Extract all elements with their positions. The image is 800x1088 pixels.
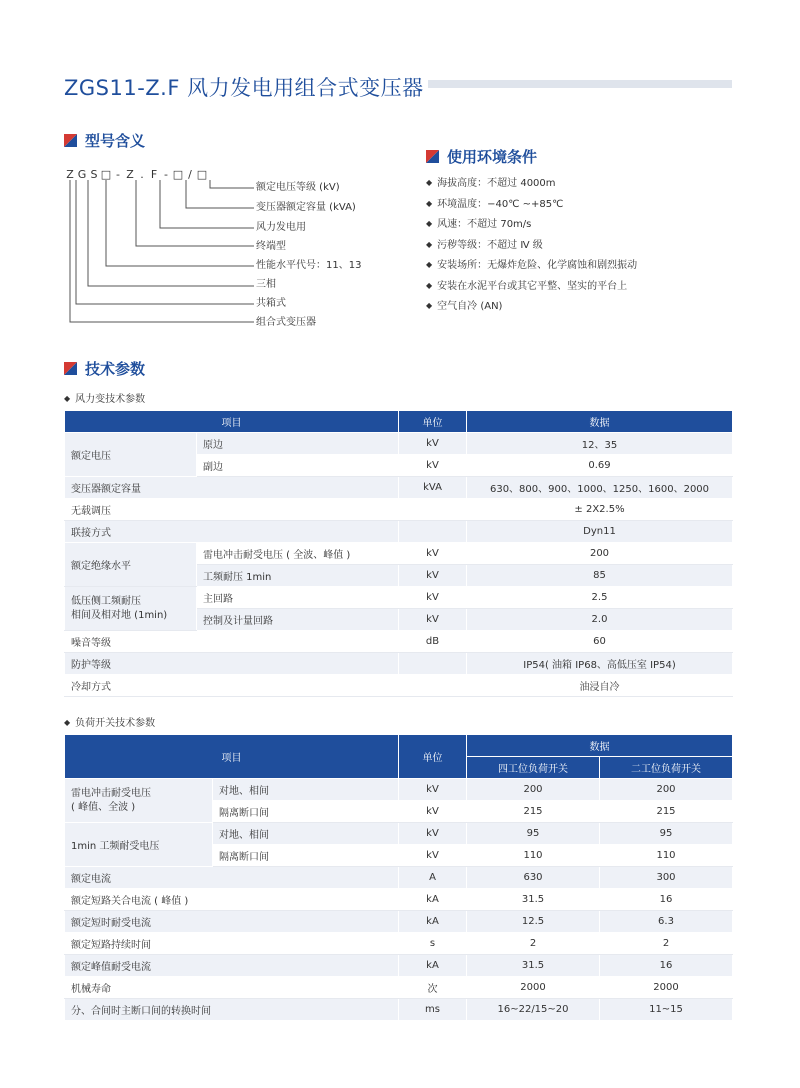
list-item: ◆ 空气自冷 (AN) [426, 301, 637, 322]
table1-subtitle: ◆ 风力变技术参数 [64, 390, 145, 405]
model-code: Z G S □ - Z . F - □ / □ [66, 168, 208, 181]
table-row: 工频耐压 1min kV 85 [65, 565, 733, 587]
table-row: 1min 工频耐受电压 对地、相间 kV 95 95 [65, 823, 733, 845]
section-marker-icon [64, 134, 77, 147]
list-item: ◆ 海拔高度：不超过 4000m [426, 178, 637, 199]
table-row: 无载调压 ± 2X2.5% [65, 499, 733, 521]
list-item: ◆ 污秽等级：不超过 Ⅳ 级 [426, 240, 637, 261]
table-row: 控制及计量回路 kV 2.0 [65, 609, 733, 631]
column-header: 单位 [399, 735, 467, 779]
column-header: 数据 [467, 411, 733, 433]
tech-section-heading: 技术参数 [64, 358, 145, 379]
model-label: 终端型 [256, 241, 286, 252]
list-item: ◆ 风速：不超过 70m/s [426, 219, 637, 240]
table-row: 额定电压 原边 kV 12、35 [65, 433, 733, 455]
env-section-heading: 使用环境条件 [426, 146, 537, 167]
table-row: 机械寿命 次 2000 2000 [65, 977, 733, 999]
list-item: ◆ 环境温度：−40℃ ~+85℃ [426, 199, 637, 220]
list-item: ◆ 安装在水泥平台或其它平整、坚实的平台上 [426, 281, 637, 302]
column-header: 单位 [399, 411, 467, 433]
column-header: 四工位负荷开关 [467, 757, 600, 779]
model-label: 变压器额定容量 (kVA) [256, 202, 356, 213]
table-row: 雷电冲击耐受电压 ( 峰值、全波 ) 对地、相间 kV 200 200 [65, 779, 733, 801]
table-row: 额定绝缘水平 雷电冲击耐受电压 ( 全波、峰值 ) kV 200 [65, 543, 733, 565]
table-row: 变压器额定容量 kVA 630、800、900、1000、1250、1600、2000 [65, 477, 733, 499]
model-label: 额定电压等级 (kV) [256, 182, 340, 193]
list-item: ◆ 安装场所：无爆炸危险、化学腐蚀和剧烈振动 [426, 260, 637, 281]
table-row: 低压侧工频耐压 相间及相对地 (1min) 主回路 kV 2.5 [65, 587, 733, 609]
table-row: 副边 kV 0.69 [65, 455, 733, 477]
table-row: 噪音等级 dB 60 [65, 631, 733, 653]
column-header: 二工位负荷开关 [600, 757, 733, 779]
page-title: ZGS11-Z.F 风力发电用组合式变压器 [64, 76, 424, 100]
table-row: 防护等级 IP54( 油箱 IP68、高低压室 IP54) [65, 653, 733, 675]
section-marker-icon [64, 362, 77, 375]
table-row: 隔离断口间 kV 110 110 [65, 845, 733, 867]
table-row: 联接方式 Dyn11 [65, 521, 733, 543]
table-row: 额定短时耐受电流 kA 12.5 6.3 [65, 911, 733, 933]
model-section-heading: 型号含义 [64, 130, 145, 151]
load-switch-table [64, 734, 733, 1021]
column-header: 项目 [65, 735, 399, 779]
table-row: 分、合间时主断口间的转换时间 ms 16~22/15~20 11~15 [65, 999, 733, 1021]
column-header: 项目 [65, 411, 399, 433]
table-row: 冷却方式 油浸自冷 [65, 675, 733, 697]
env-conditions-list [426, 178, 637, 322]
model-label: 组合式变压器 [256, 317, 316, 328]
table-row: 额定峰值耐受电流 kA 31.5 16 [65, 955, 733, 977]
title-decoration-bar [428, 80, 732, 88]
section-marker-icon [426, 150, 439, 163]
model-code-diagram [60, 176, 260, 326]
table-row: 隔离断口间 kV 215 215 [65, 801, 733, 823]
table-row: 额定电流 A 630 300 [65, 867, 733, 889]
model-label: 性能水平代号：11、13 [256, 260, 362, 271]
model-label: 共箱式 [256, 298, 286, 309]
table2-subtitle: ◆ 负荷开关技术参数 [64, 714, 155, 729]
model-label: 三相 [256, 279, 276, 290]
table-row: 额定短路关合电流 ( 峰值 ) kA 31.5 16 [65, 889, 733, 911]
wind-transformer-table [64, 410, 733, 697]
column-header: 数据 [467, 735, 733, 757]
table-row: 额定短路持续时间 s 2 2 [65, 933, 733, 955]
model-label: 风力发电用 [256, 222, 306, 233]
